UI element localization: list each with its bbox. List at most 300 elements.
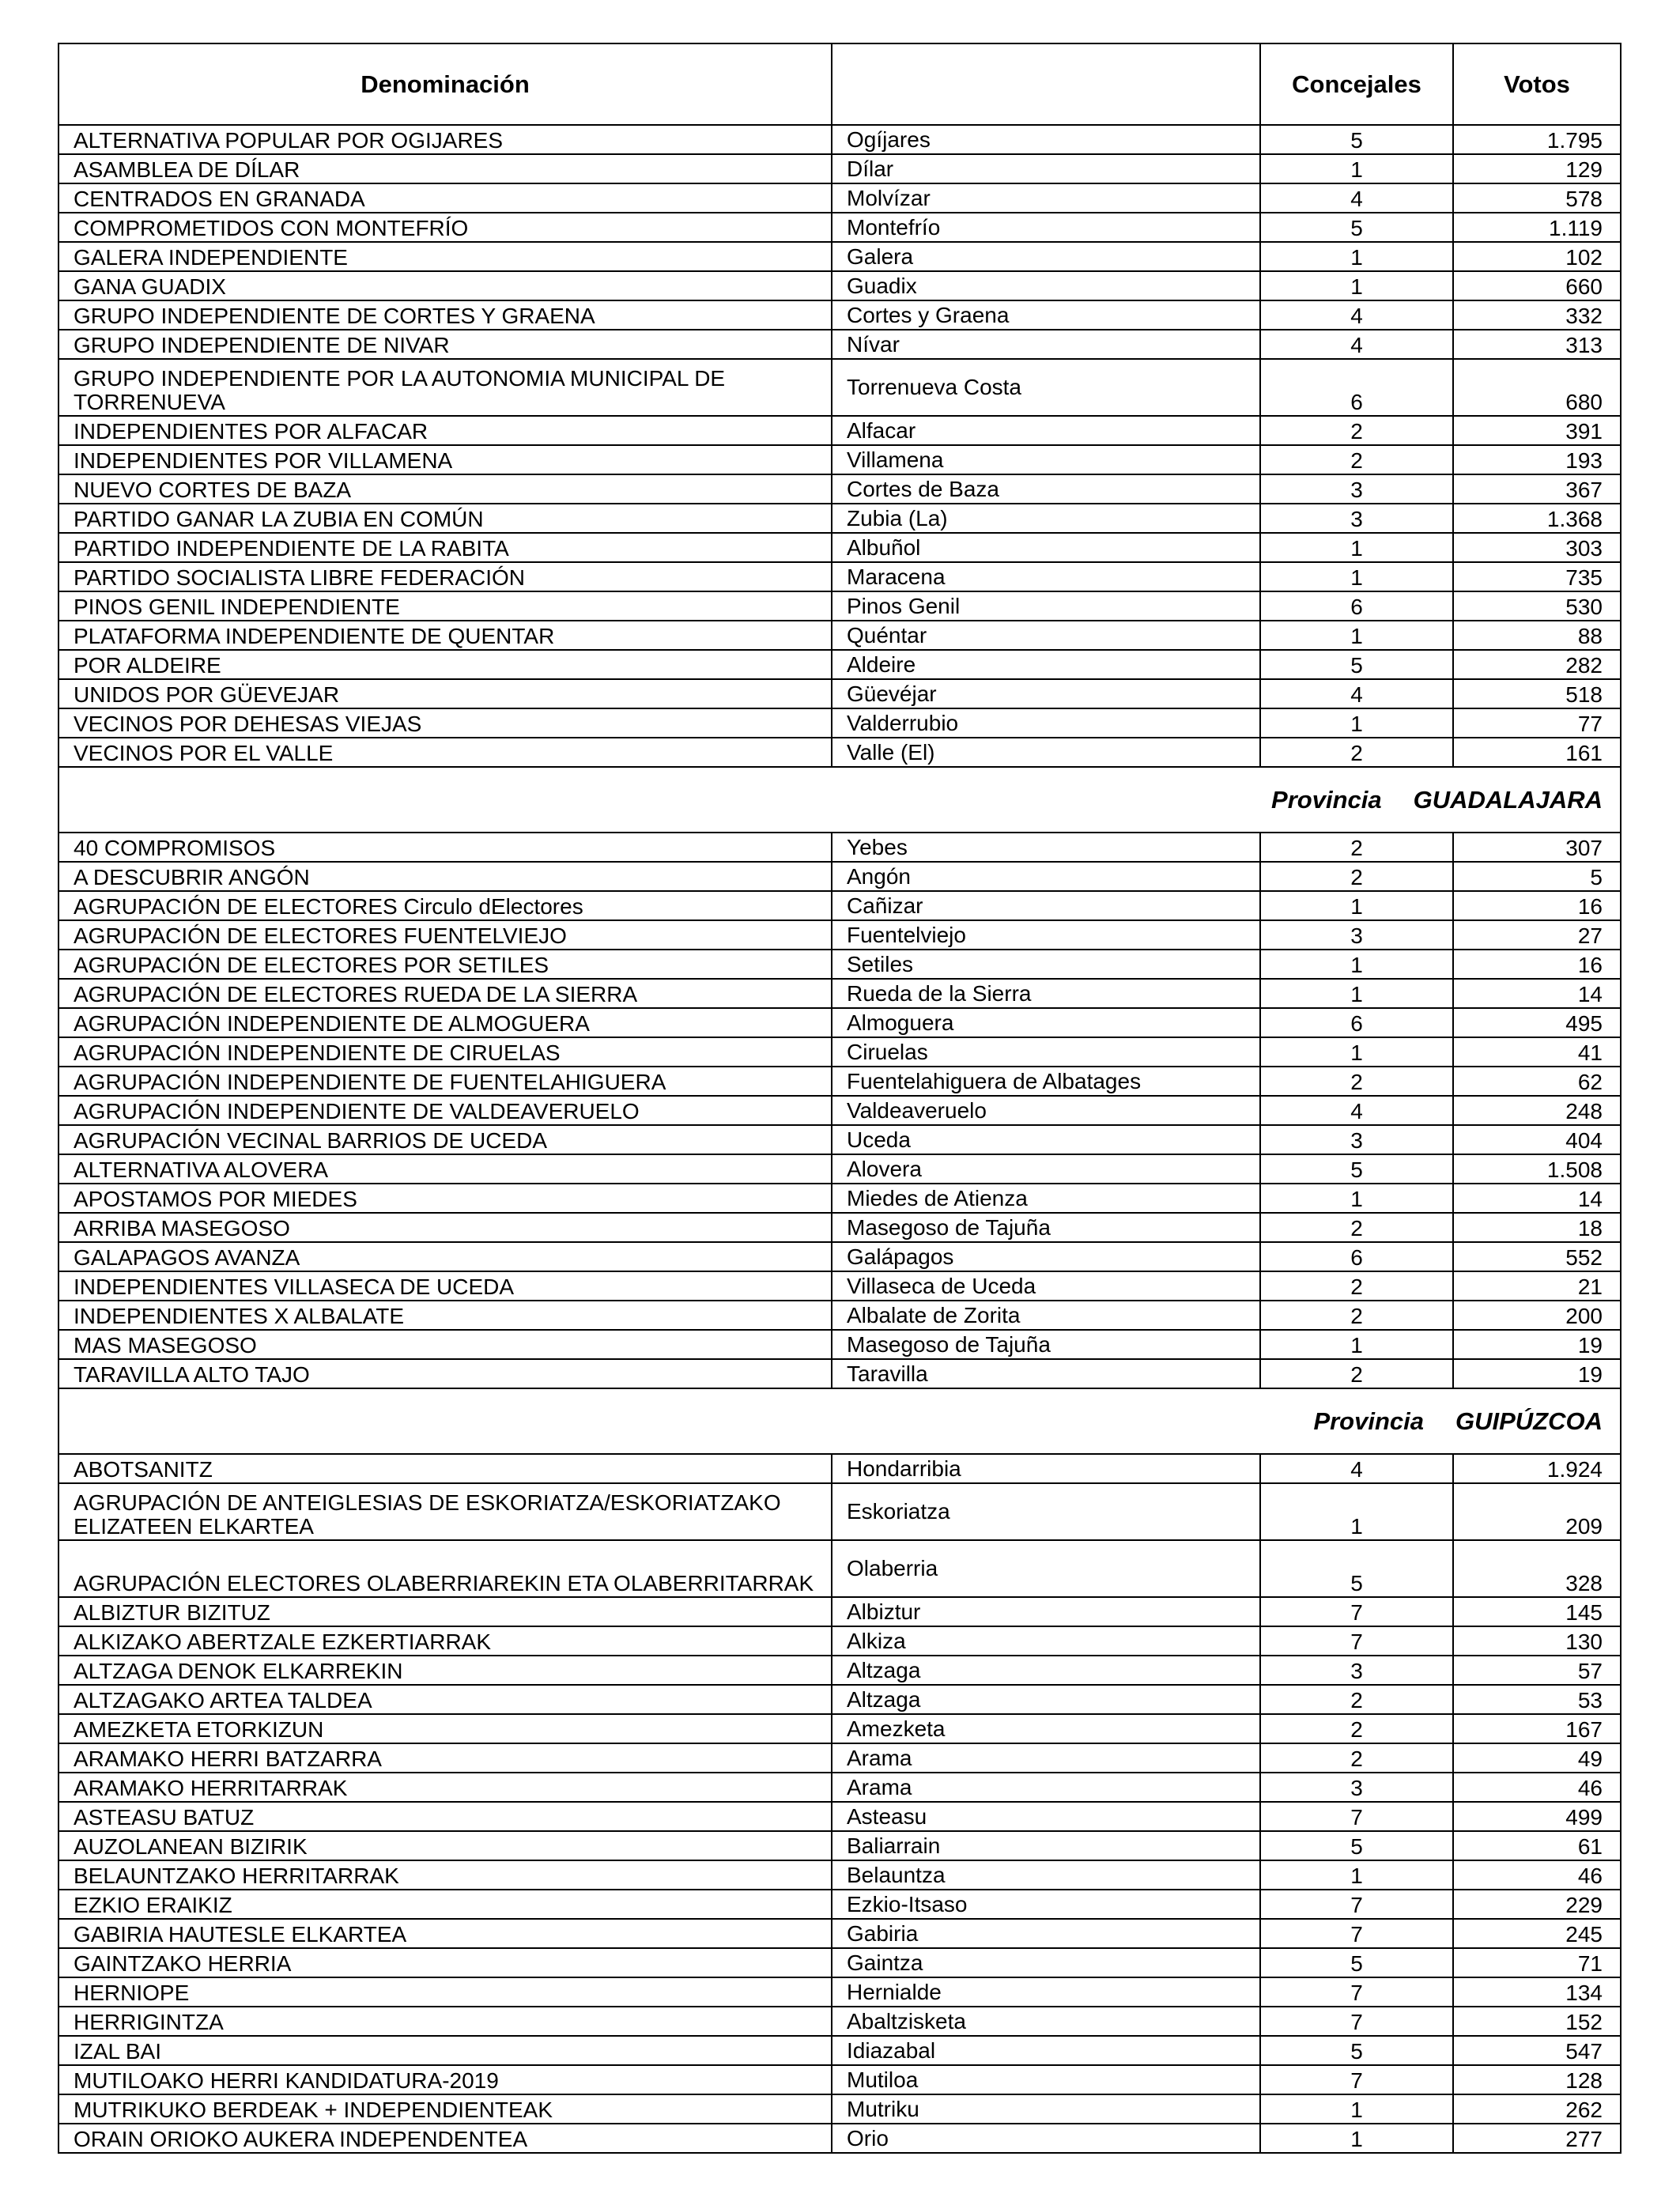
denominacion-cell: HERRIGINTZA [59, 2007, 832, 2036]
denominacion-cell: ALKIZAKO ABERTZALE EZKERTIARRAK [59, 1626, 832, 1656]
municipio-cell: Olaberria [832, 1540, 1260, 1597]
votos-cell: 129 [1453, 154, 1621, 183]
provincia-header-row [59, 1388, 1621, 1454]
denominacion-cell: UNIDOS POR GÜEVEJAR [59, 679, 832, 708]
municipio-cell: Alfacar [832, 416, 1260, 445]
concejales-cell: 2 [1260, 1359, 1453, 1388]
votos-cell: 1.795 [1453, 125, 1621, 154]
concejales-cell: 4 [1260, 679, 1453, 708]
table-row [59, 359, 1621, 416]
municipio-cell: Cañizar [832, 891, 1260, 920]
concejales-cell: 1 [1260, 1483, 1453, 1540]
denominacion-cell: VECINOS POR DEHESAS VIEJAS [59, 708, 832, 738]
concejales-cell: 2 [1260, 833, 1453, 862]
votos-cell: 530 [1453, 591, 1621, 621]
table-body [59, 125, 1621, 2153]
concejales-cell: 1 [1260, 1184, 1453, 1213]
municipio-cell: Dílar [832, 154, 1260, 183]
municipio-cell: Molvízar [832, 183, 1260, 213]
denominacion-cell: ABOTSANITZ [59, 1454, 832, 1483]
denominacion-cell: PARTIDO INDEPENDIENTE DE LA RABITA [59, 533, 832, 562]
concejales-cell: 3 [1260, 474, 1453, 504]
votos-cell: 46 [1453, 1773, 1621, 1802]
municipio-cell: Rueda de la Sierra [832, 979, 1260, 1008]
denominacion-cell: AGRUPACIÓN ELECTORES OLABERRIAREKIN ETA OLABERRITARRAK [59, 1540, 832, 1597]
concejales-cell: 1 [1260, 979, 1453, 1008]
denominacion-cell: HERNIOPE [59, 1977, 832, 2007]
denominacion-cell: INDEPENDIENTES VILLASECA DE UCEDA [59, 1271, 832, 1301]
denominacion-cell: AGRUPACIÓN DE ELECTORES Circulo dElectores [59, 891, 832, 920]
concejales-cell: 1 [1260, 562, 1453, 591]
municipio-cell: Belauntza [832, 1860, 1260, 1890]
denominacion-cell: IZAL BAI [59, 2036, 832, 2065]
votos-cell: 735 [1453, 562, 1621, 591]
concejales-cell: 4 [1260, 183, 1453, 213]
provincia-label: Provincia [1313, 1407, 1424, 1435]
concejales-cell: 2 [1260, 1301, 1453, 1330]
municipio-cell: Maracena [832, 562, 1260, 591]
votos-cell: 167 [1453, 1714, 1621, 1743]
votos-cell: 41 [1453, 1037, 1621, 1067]
concejales-cell: 7 [1260, 1802, 1453, 1831]
municipio-cell: Arama [832, 1743, 1260, 1773]
table-row [59, 862, 1621, 891]
municipio-cell: Hernialde [832, 1977, 1260, 2007]
municipio-cell: Yebes [832, 833, 1260, 862]
table-row [59, 1125, 1621, 1154]
denominacion-cell: ARRIBA MASEGOSO [59, 1213, 832, 1242]
votos-cell: 53 [1453, 1685, 1621, 1714]
municipio-cell: Galápagos [832, 1242, 1260, 1271]
table-row [59, 621, 1621, 650]
table-row [59, 1483, 1621, 1540]
concejales-cell: 1 [1260, 708, 1453, 738]
concejales-cell: 7 [1260, 1626, 1453, 1656]
concejales-cell: 3 [1260, 1656, 1453, 1685]
votos-cell: 1.924 [1453, 1454, 1621, 1483]
votos-cell: 1.368 [1453, 504, 1621, 533]
denominacion-cell: AGRUPACIÓN DE ELECTORES FUENTELVIEJO [59, 920, 832, 950]
votos-cell: 152 [1453, 2007, 1621, 2036]
concejales-cell: 1 [1260, 1037, 1453, 1067]
votos-cell: 49 [1453, 1743, 1621, 1773]
concejales-cell: 1 [1260, 1860, 1453, 1890]
table-row [59, 1184, 1621, 1213]
table-row [59, 679, 1621, 708]
table-row [59, 2007, 1621, 2036]
denominacion-cell: GABIRIA HAUTESLE ELKARTEA [59, 1919, 832, 1948]
table-row [59, 154, 1621, 183]
concejales-cell: 7 [1260, 1977, 1453, 2007]
concejales-cell: 5 [1260, 213, 1453, 242]
provincia-header [59, 1388, 1621, 1454]
denominacion-cell: AGRUPACIÓN DE ELECTORES POR SETILES [59, 950, 832, 979]
concejales-cell: 5 [1260, 1154, 1453, 1184]
municipio-cell: Eskoriatza [832, 1483, 1260, 1540]
table-row [59, 1271, 1621, 1301]
municipio-cell: Altzaga [832, 1656, 1260, 1685]
denominacion-cell: AGRUPACIÓN INDEPENDIENTE DE ALMOGUERA [59, 1008, 832, 1037]
denominacion-cell: AUZOLANEAN BIZIRIK [59, 1831, 832, 1860]
denominacion-cell: MUTRIKUKO BERDEAK + INDEPENDIENTEAK [59, 2094, 832, 2124]
concejales-cell: 2 [1260, 416, 1453, 445]
table-row [59, 1977, 1621, 2007]
table-row [59, 533, 1621, 562]
votos-cell: 307 [1453, 833, 1621, 862]
denominacion-cell: GALAPAGOS AVANZA [59, 1242, 832, 1271]
municipio-cell: Masegoso de Tajuña [832, 1330, 1260, 1359]
votos-cell: 71 [1453, 1948, 1621, 1977]
concejales-cell: 3 [1260, 504, 1453, 533]
votos-cell: 367 [1453, 474, 1621, 504]
table-row [59, 300, 1621, 330]
denominacion-cell: ALTERNATIVA POPULAR POR OGIJARES [59, 125, 832, 154]
header-concejales: Concejales [1260, 43, 1453, 125]
table-row [59, 504, 1621, 533]
table-row [59, 1454, 1621, 1483]
header-denominacion: Denominación [59, 43, 832, 125]
table-row [59, 1685, 1621, 1714]
denominacion-cell: ARAMAKO HERRI BATZARRA [59, 1743, 832, 1773]
table-row [59, 1301, 1621, 1330]
municipio-cell: Montefrío [832, 213, 1260, 242]
votos-cell: 552 [1453, 1242, 1621, 1271]
table-row [59, 1626, 1621, 1656]
municipio-cell: Valdeaveruelo [832, 1096, 1260, 1125]
votos-cell: 16 [1453, 891, 1621, 920]
denominacion-cell: ASTEASU BATUZ [59, 1802, 832, 1831]
table-row [59, 950, 1621, 979]
concejales-cell: 2 [1260, 738, 1453, 767]
provincia-name: GUADALAJARA [1413, 785, 1603, 814]
denominacion-cell: APOSTAMOS POR MIEDES [59, 1184, 832, 1213]
votos-cell: 14 [1453, 1184, 1621, 1213]
concejales-cell: 1 [1260, 891, 1453, 920]
denominacion-cell: GRUPO INDEPENDIENTE DE CORTES Y GRAENA [59, 300, 832, 330]
denominacion-cell: ORAIN ORIOKO AUKERA INDEPENDENTEA [59, 2124, 832, 2153]
concejales-cell: 6 [1260, 359, 1453, 416]
votos-cell: 88 [1453, 621, 1621, 650]
votos-cell: 19 [1453, 1359, 1621, 1388]
votos-cell: 303 [1453, 533, 1621, 562]
table-row [59, 650, 1621, 679]
denominacion-cell: TARAVILLA ALTO TAJO [59, 1359, 832, 1388]
municipio-cell: Miedes de Atienza [832, 1184, 1260, 1213]
concejales-cell: 6 [1260, 1242, 1453, 1271]
concejales-cell: 7 [1260, 2065, 1453, 2094]
table-row [59, 708, 1621, 738]
municipio-cell: Setiles [832, 950, 1260, 979]
table-row [59, 2124, 1621, 2153]
municipio-cell: Villaseca de Uceda [832, 1271, 1260, 1301]
table-row [59, 1860, 1621, 1890]
municipio-cell: Aldeire [832, 650, 1260, 679]
municipio-cell: Ogíjares [832, 125, 1260, 154]
municipio-cell: Albalate de Zorita [832, 1301, 1260, 1330]
municipio-cell: Quéntar [832, 621, 1260, 650]
table-row [59, 1948, 1621, 1977]
municipio-cell: Pinos Genil [832, 591, 1260, 621]
votos-cell: 27 [1453, 920, 1621, 950]
municipio-cell: Galera [832, 242, 1260, 271]
table-row [59, 1597, 1621, 1626]
concejales-cell: 5 [1260, 125, 1453, 154]
table-row [59, 213, 1621, 242]
municipio-cell: Fuentelahiguera de Albatages [832, 1067, 1260, 1096]
concejales-cell: 2 [1260, 445, 1453, 474]
votos-cell: 128 [1453, 2065, 1621, 2094]
municipio-cell: Masegoso de Tajuña [832, 1213, 1260, 1242]
votos-cell: 547 [1453, 2036, 1621, 2065]
denominacion-cell: PARTIDO SOCIALISTA LIBRE FEDERACIÓN [59, 562, 832, 591]
municipio-cell: Villamena [832, 445, 1260, 474]
votos-cell: 518 [1453, 679, 1621, 708]
table-row [59, 1540, 1621, 1597]
votos-cell: 1.119 [1453, 213, 1621, 242]
concejales-cell: 7 [1260, 1597, 1453, 1626]
votos-cell: 328 [1453, 1540, 1621, 1597]
concejales-cell: 6 [1260, 591, 1453, 621]
denominacion-cell: AGRUPACIÓN INDEPENDIENTE DE FUENTELAHIGUERA [59, 1067, 832, 1096]
municipio-cell: Alkiza [832, 1626, 1260, 1656]
votos-cell: 16 [1453, 950, 1621, 979]
votos-cell: 193 [1453, 445, 1621, 474]
votos-cell: 277 [1453, 2124, 1621, 2153]
table-row [59, 1773, 1621, 1802]
table-row [59, 1008, 1621, 1037]
votos-cell: 130 [1453, 1626, 1621, 1656]
table-row [59, 1067, 1621, 1096]
municipio-cell: Güevéjar [832, 679, 1260, 708]
concejales-cell: 1 [1260, 242, 1453, 271]
denominacion-cell: MUTILOAKO HERRI KANDIDATURA-2019 [59, 2065, 832, 2094]
table-row [59, 330, 1621, 359]
municipio-cell: Albuñol [832, 533, 1260, 562]
municipio-cell: Cortes de Baza [832, 474, 1260, 504]
votos-cell: 134 [1453, 1977, 1621, 2007]
table-row [59, 183, 1621, 213]
denominacion-cell: POR ALDEIRE [59, 650, 832, 679]
provincia-name: GUIPÚZCOA [1455, 1407, 1603, 1435]
municipio-cell: Altzaga [832, 1685, 1260, 1714]
table-row [59, 891, 1621, 920]
votos-cell: 680 [1453, 359, 1621, 416]
table-row [59, 1096, 1621, 1125]
votos-cell: 262 [1453, 2094, 1621, 2124]
votos-cell: 18 [1453, 1213, 1621, 1242]
votos-cell: 660 [1453, 271, 1621, 300]
table-row [59, 1743, 1621, 1773]
table-row [59, 2036, 1621, 2065]
denominacion-cell: VECINOS POR EL VALLE [59, 738, 832, 767]
denominacion-cell: INDEPENDIENTES POR ALFACAR [59, 416, 832, 445]
municipio-cell: Fuentelviejo [832, 920, 1260, 950]
table-row [59, 1802, 1621, 1831]
table-row [59, 562, 1621, 591]
votos-cell: 209 [1453, 1483, 1621, 1540]
table-row [59, 2065, 1621, 2094]
municipio-cell: Valderrubio [832, 708, 1260, 738]
votos-cell: 145 [1453, 1597, 1621, 1626]
municipio-cell: Taravilla [832, 1359, 1260, 1388]
table-row [59, 2094, 1621, 2124]
votos-cell: 5 [1453, 862, 1621, 891]
denominacion-cell: PLATAFORMA INDEPENDIENTE DE QUENTAR [59, 621, 832, 650]
table-row [59, 416, 1621, 445]
table-row [59, 1656, 1621, 1685]
denominacion-cell: INDEPENDIENTES POR VILLAMENA [59, 445, 832, 474]
concejales-cell: 3 [1260, 920, 1453, 950]
votos-cell: 313 [1453, 330, 1621, 359]
votos-cell: 77 [1453, 708, 1621, 738]
municipio-cell: Albiztur [832, 1597, 1260, 1626]
votos-cell: 57 [1453, 1656, 1621, 1685]
votos-cell: 161 [1453, 738, 1621, 767]
concejales-cell: 4 [1260, 1454, 1453, 1483]
concejales-cell: 1 [1260, 621, 1453, 650]
concejales-cell: 3 [1260, 1773, 1453, 1802]
denominacion-cell: A DESCUBRIR ANGÓN [59, 862, 832, 891]
table-row [59, 445, 1621, 474]
municipio-cell: Abaltzisketa [832, 2007, 1260, 2036]
concejales-cell: 5 [1260, 1540, 1453, 1597]
table-row [59, 1919, 1621, 1948]
denominacion-cell: ALTZAGAKO ARTEA TALDEA [59, 1685, 832, 1714]
concejales-cell: 2 [1260, 1714, 1453, 1743]
votos-cell: 391 [1453, 416, 1621, 445]
provincia-header [59, 767, 1621, 833]
votos-cell: 229 [1453, 1890, 1621, 1919]
candidaturas-table [58, 43, 1621, 2154]
table-row [59, 920, 1621, 950]
table-row [59, 1359, 1621, 1388]
municipio-cell: Alovera [832, 1154, 1260, 1184]
concejales-cell: 5 [1260, 1831, 1453, 1860]
concejales-cell: 2 [1260, 1213, 1453, 1242]
municipio-cell: Torrenueva Costa [832, 359, 1260, 416]
header-votos: Votos [1453, 43, 1621, 125]
concejales-cell: 2 [1260, 1685, 1453, 1714]
votos-cell: 245 [1453, 1919, 1621, 1948]
table-row [59, 1330, 1621, 1359]
concejales-cell: 1 [1260, 950, 1453, 979]
votos-cell: 200 [1453, 1301, 1621, 1330]
concejales-cell: 4 [1260, 330, 1453, 359]
concejales-cell: 2 [1260, 1271, 1453, 1301]
provincia-header-row [59, 767, 1621, 833]
municipio-cell: Mutiloa [832, 2065, 1260, 2094]
concejales-cell: 6 [1260, 1008, 1453, 1037]
municipio-cell: Ciruelas [832, 1037, 1260, 1067]
header-municipio [832, 43, 1260, 125]
municipio-cell: Mutriku [832, 2094, 1260, 2124]
concejales-cell: 4 [1260, 1096, 1453, 1125]
denominacion-cell: AGRUPACIÓN DE ANTEIGLESIAS DE ESKORIATZA/ESKORIATZAKO ELIZATEEN ELKARTEA [59, 1483, 832, 1540]
denominacion-cell: 40 COMPROMISOS [59, 833, 832, 862]
denominacion-cell: COMPROMETIDOS CON MONTEFRÍO [59, 213, 832, 242]
votos-cell: 248 [1453, 1096, 1621, 1125]
votos-cell: 495 [1453, 1008, 1621, 1037]
municipio-cell: Baliarrain [832, 1831, 1260, 1860]
denominacion-cell: ASAMBLEA DE DÍLAR [59, 154, 832, 183]
votos-cell: 14 [1453, 979, 1621, 1008]
denominacion-cell: GALERA INDEPENDIENTE [59, 242, 832, 271]
table-row [59, 125, 1621, 154]
table-row [59, 1831, 1621, 1860]
denominacion-cell: PINOS GENIL INDEPENDIENTE [59, 591, 832, 621]
denominacion-cell: EZKIO ERAIKIZ [59, 1890, 832, 1919]
table-row [59, 1714, 1621, 1743]
table-row [59, 1213, 1621, 1242]
municipio-cell: Gabiria [832, 1919, 1260, 1948]
table-row [59, 1242, 1621, 1271]
municipio-cell: Idiazabal [832, 2036, 1260, 2065]
denominacion-cell: AGRUPACIÓN INDEPENDIENTE DE CIRUELAS [59, 1037, 832, 1067]
municipio-cell: Hondarribia [832, 1454, 1260, 1483]
denominacion-cell: PARTIDO GANAR LA ZUBIA EN COMÚN [59, 504, 832, 533]
municipio-cell: Asteasu [832, 1802, 1260, 1831]
votos-cell: 1.508 [1453, 1154, 1621, 1184]
concejales-cell: 1 [1260, 533, 1453, 562]
table-row [59, 474, 1621, 504]
votos-cell: 499 [1453, 1802, 1621, 1831]
denominacion-cell: ALTZAGA DENOK ELKARREKIN [59, 1656, 832, 1685]
municipio-cell: Valle (El) [832, 738, 1260, 767]
concejales-cell: 5 [1260, 650, 1453, 679]
table-row [59, 833, 1621, 862]
concejales-cell: 1 [1260, 2124, 1453, 2153]
municipio-cell: Zubia (La) [832, 504, 1260, 533]
votos-cell: 332 [1453, 300, 1621, 330]
concejales-cell: 2 [1260, 1743, 1453, 1773]
denominacion-cell: AGRUPACIÓN INDEPENDIENTE DE VALDEAVERUELO [59, 1096, 832, 1125]
votos-cell: 61 [1453, 1831, 1621, 1860]
concejales-cell: 2 [1260, 1067, 1453, 1096]
denominacion-cell: MAS MASEGOSO [59, 1330, 832, 1359]
concejales-cell: 1 [1260, 1330, 1453, 1359]
concejales-cell: 1 [1260, 271, 1453, 300]
denominacion-cell: AGRUPACIÓN VECINAL BARRIOS DE UCEDA [59, 1125, 832, 1154]
denominacion-cell: GANA GUADIX [59, 271, 832, 300]
municipio-cell: Nívar [832, 330, 1260, 359]
table-row [59, 242, 1621, 271]
table-row [59, 1890, 1621, 1919]
provincia-label: Provincia [1271, 785, 1382, 814]
denominacion-cell: ALBIZTUR BIZITUZ [59, 1597, 832, 1626]
table-row [59, 738, 1621, 767]
municipio-cell: Ezkio-Itsaso [832, 1890, 1260, 1919]
votos-cell: 102 [1453, 242, 1621, 271]
denominacion-cell: AMEZKETA ETORKIZUN [59, 1714, 832, 1743]
municipio-cell: Uceda [832, 1125, 1260, 1154]
votos-cell: 21 [1453, 1271, 1621, 1301]
concejales-cell: 5 [1260, 2036, 1453, 2065]
municipio-cell: Orio [832, 2124, 1260, 2153]
denominacion-cell: AGRUPACIÓN DE ELECTORES RUEDA DE LA SIERRA [59, 979, 832, 1008]
table-row [59, 1037, 1621, 1067]
concejales-cell: 7 [1260, 1890, 1453, 1919]
denominacion-cell: GRUPO INDEPENDIENTE POR LA AUTONOMIA MUNICIPAL DE TORRENUEVA [59, 359, 832, 416]
concejales-cell: 2 [1260, 862, 1453, 891]
denominacion-cell: GRUPO INDEPENDIENTE DE NIVAR [59, 330, 832, 359]
denominacion-cell: INDEPENDIENTES X ALBALATE [59, 1301, 832, 1330]
municipio-cell: Cortes y Graena [832, 300, 1260, 330]
concejales-cell: 1 [1260, 2094, 1453, 2124]
denominacion-cell: GAINTZAKO HERRIA [59, 1948, 832, 1977]
table-row [59, 1154, 1621, 1184]
votos-cell: 19 [1453, 1330, 1621, 1359]
header-row [59, 43, 1621, 125]
